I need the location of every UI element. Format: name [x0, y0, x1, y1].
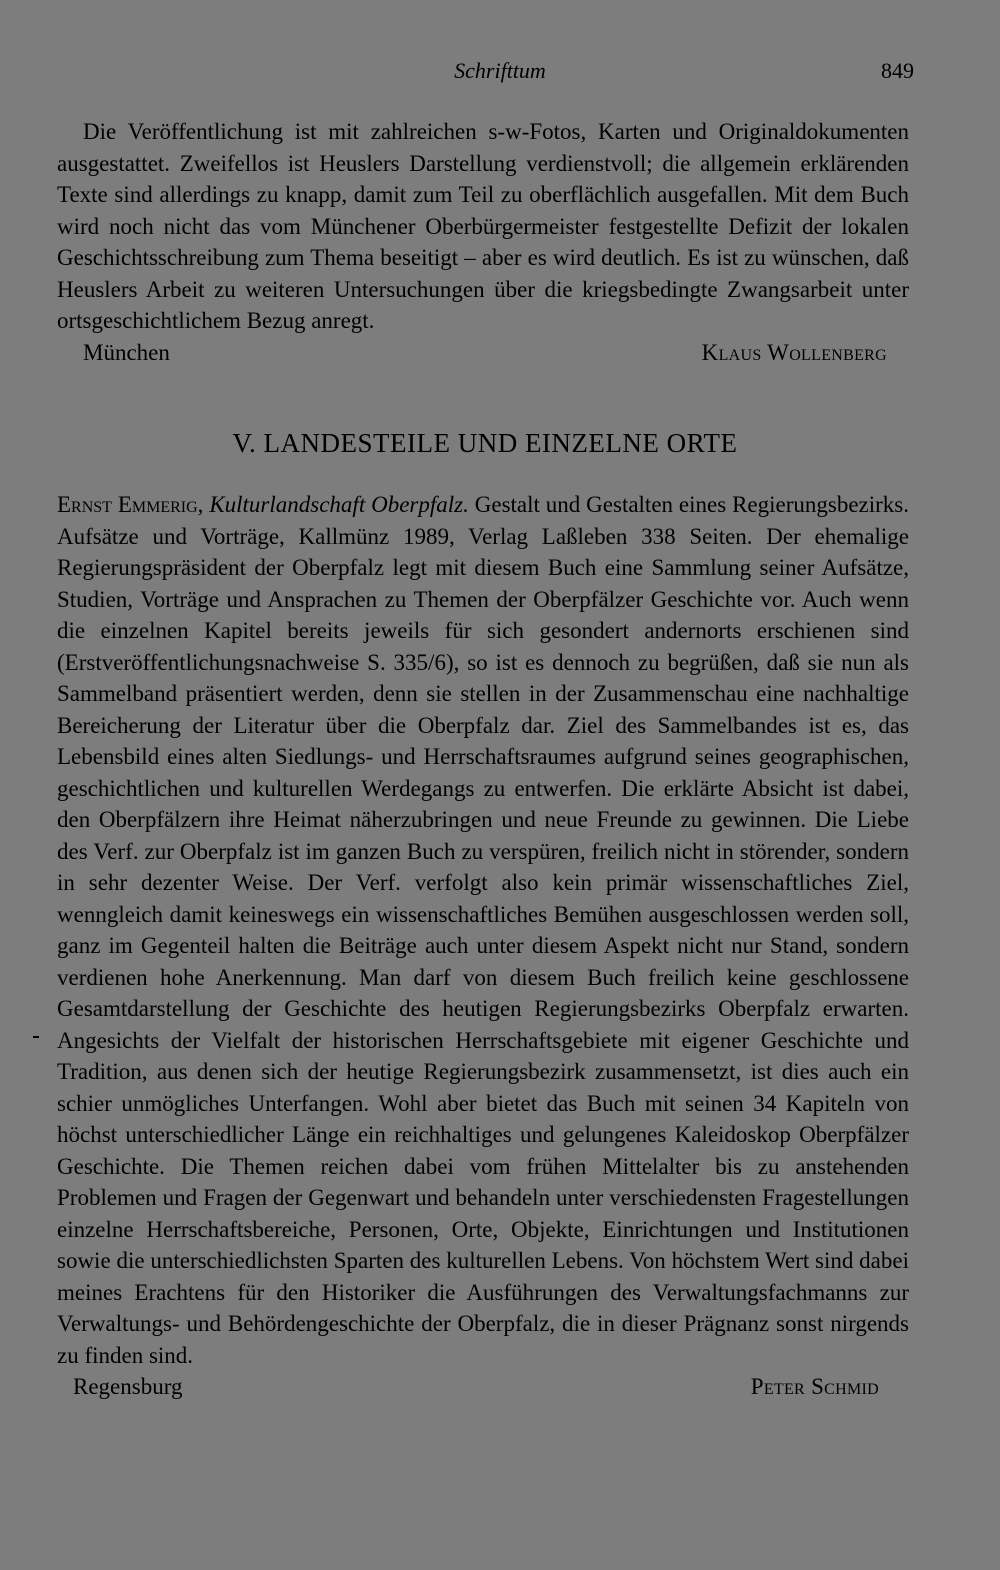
- book-title: Kulturlandschaft Oberpfalz.: [209, 492, 469, 517]
- review-2-citation-line: [57, 489, 909, 1371]
- running-title: Schrifttum: [454, 58, 546, 83]
- running-head: [0, 58, 1000, 88]
- review-1-reviewer: Klaus Wollenberg: [701, 339, 887, 365]
- review-2-place: Regensburg: [73, 1374, 183, 1399]
- margin-mark: [33, 1036, 39, 1038]
- book-author: Ernst Emmerig,: [57, 492, 204, 517]
- review-1-body: Die Veröffentlichung ist mit zahlreichen s-w-Fotos, Karten und Originaldokumenten ausgestattet. Zweifellos ist Heuslers Darstellung verdienstvoll; die allgemein erklärenden Texte sind allerdings zu knapp, damit zum Teil zu oberflächlich ausgefallen. Mit dem Buch wird noch nicht das vom Münchener Oberbürgermeister festgestellte Defizit der lokalen Geschichtsschreibung zum Thema beseitigt – aber es wird deutlich. Es ist zu wünschen, daß Heuslers Arbeit zu weiteren Untersuchungen über die kriegsbedingte Zwangsarbeit unter ortsgeschichtlichem Bezug anregt.: [57, 119, 909, 333]
- review-1-signature: [57, 337, 909, 369]
- page-number: 849: [881, 58, 914, 83]
- review-1: [57, 116, 909, 368]
- review-2-reviewer: Peter Schmid: [750, 1374, 879, 1399]
- review-2: [57, 489, 909, 1403]
- review-2-body: Der ehemalige Regierungspräsident der Oberpfalz legt mit diesem Buch eine Sammlung seiner Aufsätze, Studien, Vorträge und Ansprachen zu Themen der Oberpfälzer Geschichte vor. Auch wenn die einzelnen Kapitel bereits jeweils für sich gesondert andernorts erschienen sind (Erstveröffentlichungsnachweise S. 335/6), so ist es dennoch zu begrüßen, daß sie nun als Sammelband präsentiert werden, denn sie stellen in der Zusammenschau eine nachhaltige Bereicherung der Literatur über die Oberpfalz dar. Ziel des Sammelbandes ist es, das Lebensbild eines alten Siedlungs- und Herrschaftsraumes aufgrund seines geographischen, geschichtlichen und kulturellen Werdegangs zu entwerfen. Die erklärte Absicht ist dabei, den Oberpfälzern ihre Heimat näherzubringen und neue Freunde zu gewinnen. Die Liebe des Verf. zur Oberpfalz ist im ganzen Buch zu verspüren, freilich nicht in störender, sondern in sehr dezenter Weise. Der Verf. verfolgt also kein primär wissenschaftliches Ziel, wenngleich damit keineswegs ein wissenschaftliches Bemühen ausgeschlossen werden soll, ganz im Gegenteil halten die Beiträge auch unter diesem Aspekt nicht nur Stand, sondern verdienen hohe Anerkennung. Man darf von diesem Buch freilich keine geschlossene Gesamtdarstellung der Geschichte des heutigen Regierungsbezirks Oberpfalz erwarten. Angesichts der Vielfalt der historischen Herrschaftsgebiete mit eigener Geschichte und Tradition, aus denen sich der heutige Regierungsbezirk zusammensetzt, ist dies auch ein schier unmögliches Unterfangen. Wohl aber bietet das Buch mit seinen 34 Kapiteln von höchst unterschiedlicher Länge ein reichhaltiges und gelungenes Kaleidoskop Oberpfälzer Geschichte. Die Themen reichen dabei vom frühen Mittelalter bis zu anstehenden Problemen und Fragen der Gegenwart und behandeln unter verschiedensten Fragestellungen einzelne Herrschaftsbereiche, Personen, Orte, Objekte, Einrichtungen und Institutionen sowie die unterschiedlichsten Sparten des kulturellen Lebens. Von höchstem Wert sind dabei meines Erachtens für den Historiker die Ausführungen des Verwaltungsfachmanns zur Verwaltungs- und Behördengeschichte der Oberpfalz, die in dieser Prägnanz sonst nirgends zu finden sind.: [57, 523, 910, 1368]
- section-heading: V. LANDESTEILE UND EINZELNE ORTE: [232, 428, 738, 458]
- book-citation: Gestalt und Gestalten eines Regierungsbezirks. Aufsätze und Vorträge, Kallmünz 1989, Verlag Laßleben 338 Seiten.: [57, 492, 909, 549]
- review-2-signature: [57, 1371, 909, 1403]
- review-1-place: München: [83, 339, 170, 365]
